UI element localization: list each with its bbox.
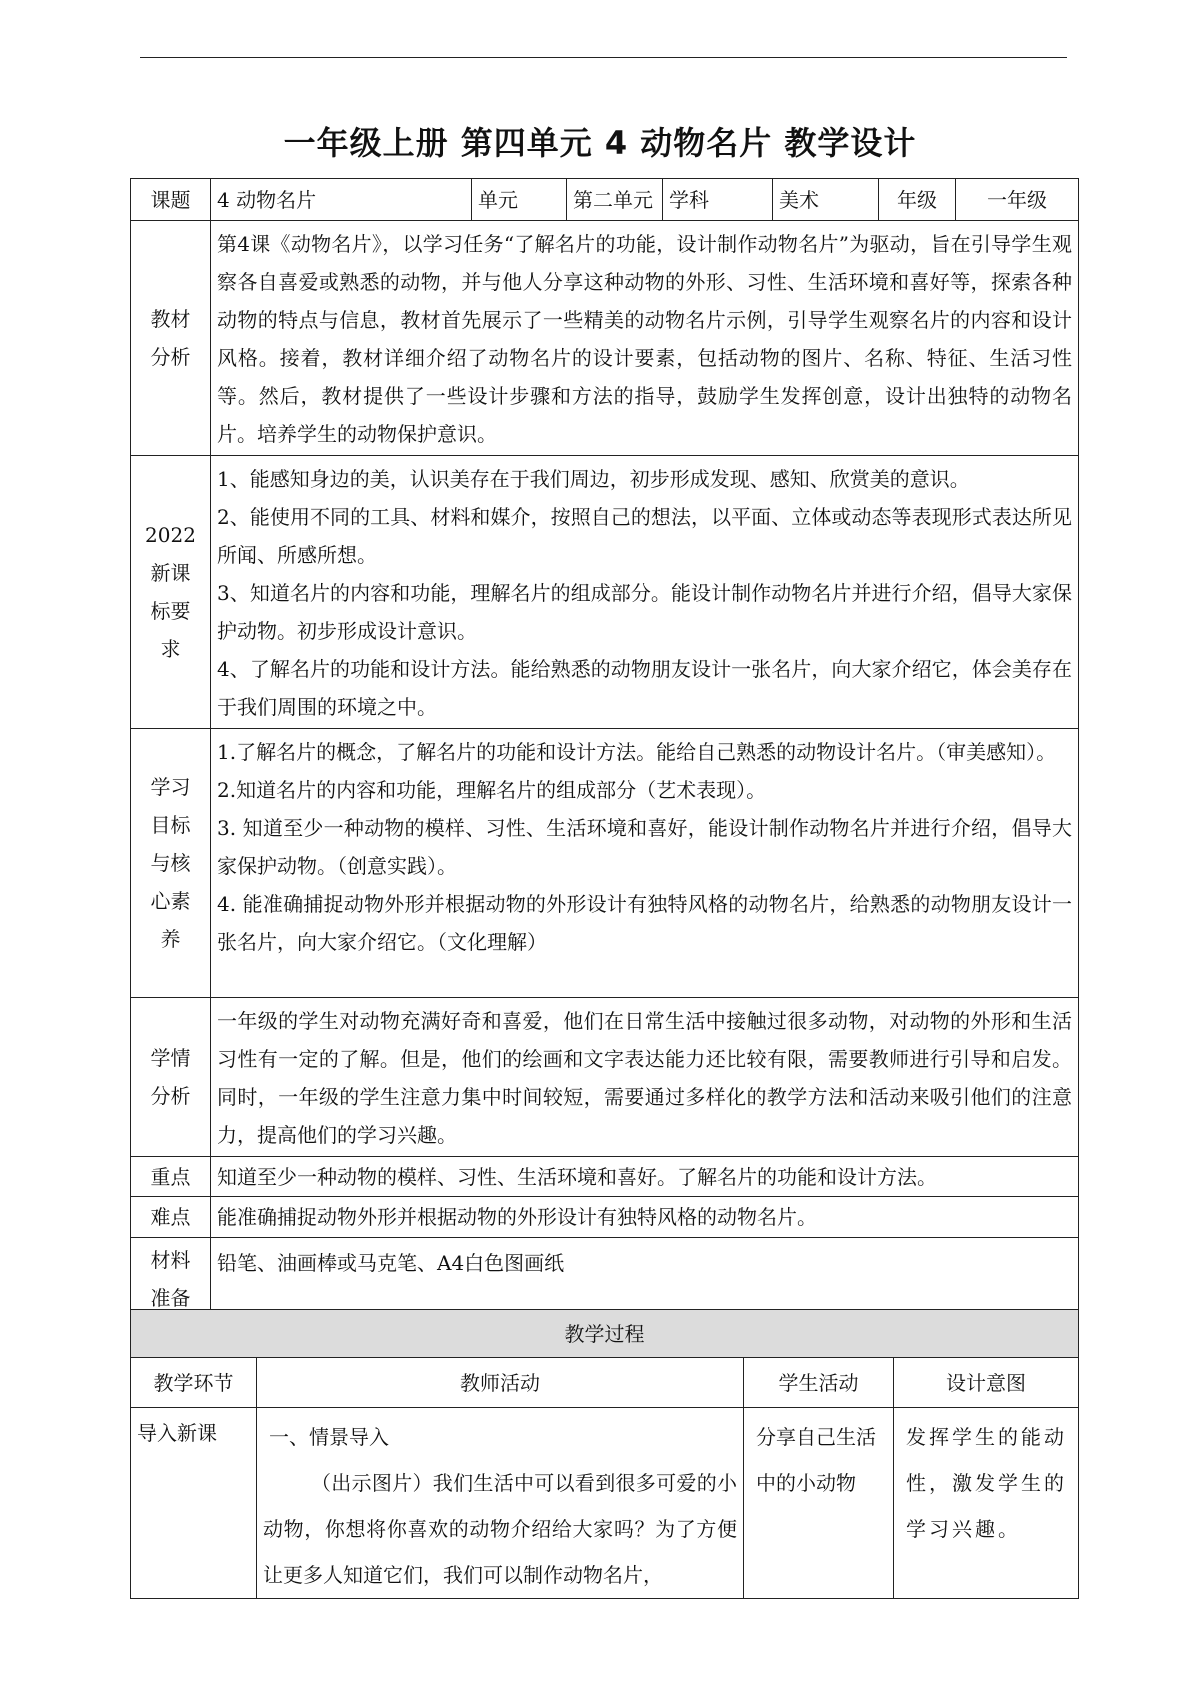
section-row-curriculum-standards xyxy=(131,456,1079,729)
section-line: 4、了解名片的功能和设计方法。能给熟悉的动物朋友设计一张名片，向大家介绍它，体会美存在于我们周围的环境之中。 xyxy=(217,657,1072,719)
section-line: 铅笔、油画棒或马克笔、A4白色图画纸 xyxy=(211,1238,1079,1320)
topic-value: 4 动物名片 xyxy=(211,179,472,221)
header-teacher-activity: 教师活动 xyxy=(257,1358,744,1408)
section-label: 重点 xyxy=(131,1157,211,1197)
section-line: 一年级的学生对动物充满好奇和喜爱，他们在日常生活中接触过很多动物，对动物的外形和生活习性有一定的了解。但是，他们的绘画和文字表达能力还比较有限，需要教师进行引导和启发。同时，一年级的学生注意力集中时间较短，需要通过多样化的教学方法和活动来吸引他们的注意力，提高他们的学习兴趣。 xyxy=(217,1009,1072,1147)
lesson-info-table xyxy=(130,178,1079,1320)
unit-value: 第二单元 xyxy=(567,179,663,221)
process-header-row xyxy=(131,1358,1079,1408)
header-design-intent: 设计意图 xyxy=(894,1358,1079,1408)
section-row-key-points xyxy=(131,1157,1079,1197)
section-line: 3、知道名片的内容和功能，理解名片的组成部分。能设计制作动物名片并进行介绍，倡导大家保护动物。初步形成设计意识。 xyxy=(217,581,1072,643)
section-label: 学情 分析 xyxy=(131,998,211,1157)
section-label: 材料 准备 xyxy=(131,1238,211,1320)
section-line: 4. 能准确捕捉动物外形并根据动物的外形设计有独特风格的动物名片，给熟悉的动物朋友设计一张名片，向大家介绍它。（文化理解） xyxy=(217,892,1072,954)
teacher-text: （出示图片）我们生活中可以看到很多可爱的小动物，你想将你喜欢的动物介绍给大家吗？为了方便让更多人知道它们，我们可以制作动物名片， xyxy=(263,1471,737,1587)
section-line: 2.知道名片的内容和功能，理解名片的组成部分（艺术表现）。 xyxy=(217,778,767,802)
design-intent-cell: 发挥学生的能动性，激发学生的学习兴趣。 xyxy=(894,1408,1079,1599)
section-label: 教材 分析 xyxy=(131,221,211,456)
stage-cell: 导入新课 xyxy=(131,1408,257,1599)
section-row-difficulties xyxy=(131,1197,1079,1238)
process-title: 教学过程 xyxy=(131,1310,1079,1358)
grade-label: 年级 xyxy=(879,179,956,221)
section-row-material-analysis xyxy=(131,221,1079,456)
section-row-learner-analysis xyxy=(131,998,1079,1157)
section-label: 难点 xyxy=(131,1197,211,1238)
unit-label: 单元 xyxy=(472,179,567,221)
process-title-row xyxy=(131,1310,1079,1358)
section-body xyxy=(211,729,1079,998)
section-line: 第4课《动物名片》，以学习任务“了解名片的功能，设计制作动物名片”为驱动，旨在引导学生观察各自喜爱或熟悉的动物，并与他人分享这种动物的外形、习性、生活环境和喜好等，探索各种动物的特点与信息，教材首先展示了一些精美的动物名片示例，引导学生观察名片的内容和设计风格。接着，教材详细介绍了动物名片的设计要素，包括动物的图片、名称、特征、生活习性等。然后，教材提供了一些设计步骤和方法的指导，鼓励学生发挥创意，设计出独特的动物名片。培养学生的动物保护意识。 xyxy=(217,232,1072,446)
section-body xyxy=(211,221,1079,456)
teaching-process-table xyxy=(130,1309,1079,1599)
section-body xyxy=(211,998,1079,1157)
teacher-activity-cell xyxy=(257,1408,744,1599)
grade-value: 一年级 xyxy=(956,179,1079,221)
section-row-materials xyxy=(131,1238,1079,1320)
section-line: 知道至少一种动物的模样、习性、生活环境和喜好。了解名片的功能和设计方法。 xyxy=(211,1157,1079,1197)
header-rule xyxy=(140,57,1067,58)
topic-label: 课题 xyxy=(131,179,211,221)
student-activity-cell: 分享自己生活中的小动物 xyxy=(744,1408,894,1599)
section-line: 2、能使用不同的工具、材料和媒介，按照自己的想法，以平面、立体或动态等表现形式表达所见所闻、所感所想。 xyxy=(217,505,1072,567)
section-row-learning-goals xyxy=(131,729,1079,998)
info-row xyxy=(131,179,1079,221)
section-line: 3. 知道至少一种动物的模样、习性、生活环境和喜好，能设计制作动物名片并进行介绍，倡导大家保护动物。（创意实践）。 xyxy=(217,816,1072,878)
document-title: 一年级上册 第四单元 4 动物名片 教学设计 xyxy=(283,124,917,162)
section-label: 学习 目标 与核 心素 养 xyxy=(131,729,211,998)
section-body xyxy=(211,456,1079,729)
subject-value: 美术 xyxy=(773,179,879,221)
teacher-heading: 一、情景导入 xyxy=(269,1425,389,1449)
process-row xyxy=(131,1408,1079,1599)
subject-label: 学科 xyxy=(663,179,773,221)
section-line: 能准确捕捉动物外形并根据动物的外形设计有独特风格的动物名片。 xyxy=(211,1197,1079,1238)
header-stage: 教学环节 xyxy=(131,1358,257,1408)
section-line: 1、能感知身边的美，认识美存在于我们周边，初步形成发现、感知、欣赏美的意识。 xyxy=(217,467,970,491)
section-line: 1.了解名片的概念，了解名片的功能和设计方法。能给自己熟悉的动物设计名片。（审美感知）。 xyxy=(217,740,1057,764)
header-student-activity: 学生活动 xyxy=(744,1358,894,1408)
section-label: 2022 新课 标要 求 xyxy=(131,456,211,729)
